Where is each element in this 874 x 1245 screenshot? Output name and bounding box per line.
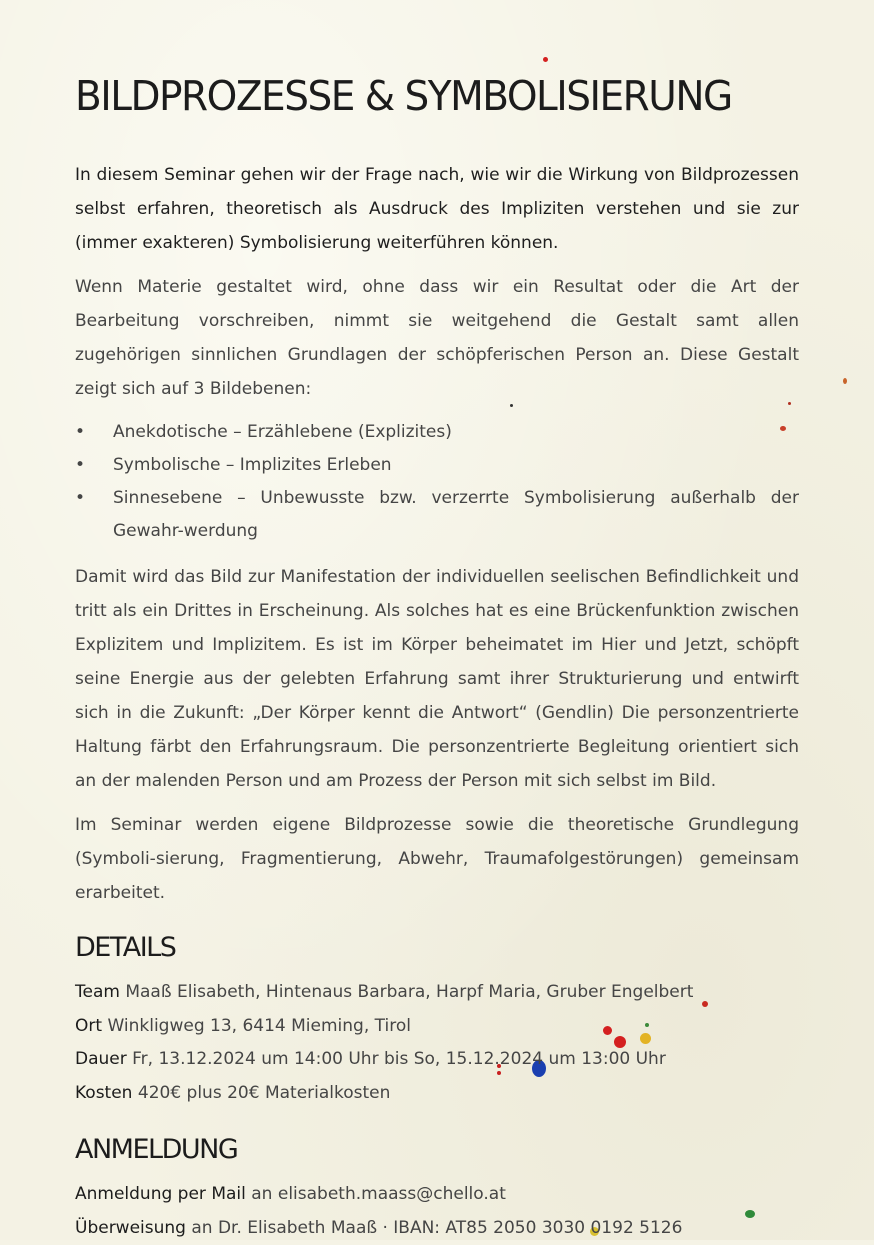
list-item [75,482,799,548]
paragraph-materie: Wenn Materie gestaltet wird, ohne dass wir ein Resultat oder die Art der Bearbeitung vorschreiben, nimmt sie weitgehend die Gestalt samt allen zugehörigen sinnlichen Grundlagen der schöpferischen Person an. Diese Gestalt zeigt sich auf 3 Bildebenen: [75,270,799,406]
list-item-text: Sinnesebene – Unbewusste bzw. verzerrte Symbolisierung außerhalb der Gewahr-werdung [113,488,799,541]
detail-value: Winkligweg 13, 6414 Mieming, Tirol [107,1016,411,1036]
details-heading: DETAILS [75,928,799,968]
bullet: • [75,482,85,515]
image-levels-list [75,416,799,548]
registration-row-mail [75,1178,799,1212]
detail-row-kosten [75,1077,799,1111]
registration-key: Überweisung [75,1218,186,1238]
paragraph-seminar: Im Seminar werden eigene Bildprozesse sowie die theoretische Grundlegung (Symboli-sierung, Fragmentierung, Abwehr, Traumafolgestörungen) gemeinsam erarbeitet. [75,808,799,910]
detail-row-ort [75,1010,799,1044]
list-item [75,449,799,482]
anmeldung-heading: ANMELDUNG [75,1130,799,1170]
registration-value: an Dr. Elisabeth Maaß · IBAN: AT85 2050 3030 0192 5126 [191,1218,682,1238]
detail-value: Fr, 13.12.2024 um 14:00 Uhr bis So, 15.12.2024 um 13:00 Uhr [132,1049,666,1069]
detail-row-team [75,976,799,1010]
list-item-text: Anekdotische – Erzählebene (Explizites) [113,422,452,442]
detail-value: Maaß Elisabeth, Hintenaus Barbara, Harpf Maria, Gruber Engelbert [125,982,693,1002]
registration-key: Anmeldung per Mail [75,1184,246,1204]
paint-speck-orange [843,378,847,384]
detail-row-dauer [75,1043,799,1077]
paint-speck-red [543,57,548,62]
detail-key: Kosten [75,1083,132,1103]
flyer-content [75,72,799,1245]
detail-value: 420€ plus 20€ Materialkosten [138,1083,391,1103]
bullet: • [75,449,85,482]
bullet: • [75,416,85,449]
details-list [75,976,799,1110]
detail-key: Dauer [75,1049,127,1069]
paragraph-damit: Damit wird das Bild zur Manifestation der individuellen seelischen Befindlichkeit und tritt als ein Drittes in Erscheinung. Als solches hat es eine Brückenfunktion zwischen Explizitem und Implizitem. Es ist im Körper beheimatet im Hier und Jetzt, schöpft seine Energie aus der gelebten Erfahrung samt ihrer Strukturierung und entwirft sich in die Zukunft: „Der Körper kennt die Antwort“ (Gendlin) Die personzentrierte Haltung färbt den Erfahrungsraum. Die personzentrierte Begleitung orientiert sich an der malenden Person und am Prozess der Person mit sich selbst im Bild. [75,560,799,798]
page-title: BILDPROZESSE & SYMBOLISIERUNG [75,72,799,122]
list-item [75,416,799,449]
detail-key: Team [75,982,120,1002]
registration-list [75,1178,799,1245]
detail-key: Ort [75,1016,102,1036]
list-item-text: Symbolische – Implizites Erleben [113,455,392,475]
intro-paragraph: In diesem Seminar gehen wir der Frage nach, wie wir die Wirkung von Bildprozessen selbst erfahren, theoretisch als Ausdruck des Impliziten verstehen und sie zur (immer exakteren) Symbolisierung weiterführen können. [75,158,799,260]
registration-value[interactable]: an elisabeth.maass@chello.at [251,1184,506,1204]
